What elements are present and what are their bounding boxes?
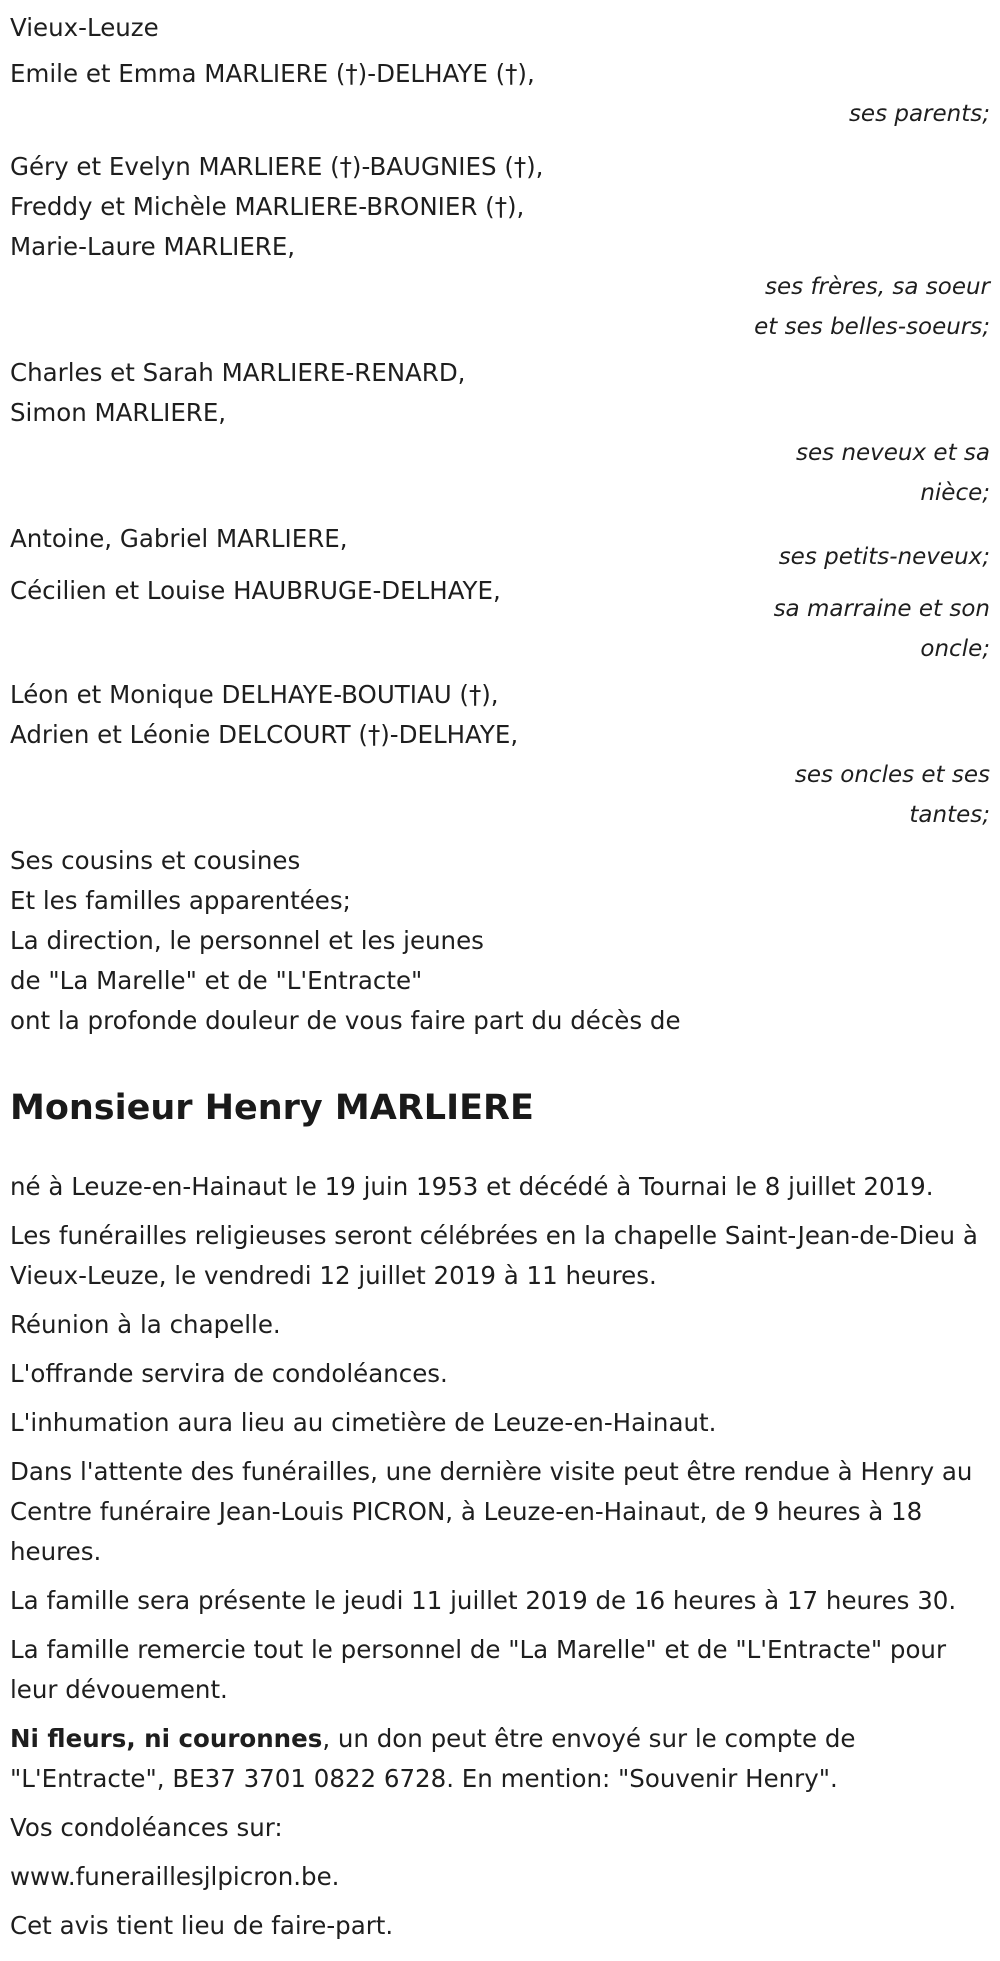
family-group-siblings (10, 147, 992, 347)
relation-label: sa marraine et son (773, 596, 990, 622)
family-name-line: Freddy et Michèle MARLIERE-BRONIER (†), (10, 192, 525, 221)
flowers-paragraph (10, 1719, 992, 1799)
condolences-label: Vos condoléances sur: (10, 1813, 283, 1842)
family-name-line: Antoine, Gabriel MARLIERE, (10, 524, 348, 553)
birth-death-text: né à Leuze-en-Hainaut le 19 juin 1953 et décédé à Tournai le 8 juillet 2019. (10, 1172, 934, 1201)
closing-line: ont la profonde douleur de vous faire part du décès de (10, 1006, 681, 1035)
family-name-line: Léon et Monique DELHAYE-BOUTIAU (†), (10, 680, 499, 709)
funeral-details (10, 1167, 992, 1946)
relation-label: ses parents; (848, 101, 990, 127)
relation-label: ses petits-neveux; (778, 544, 990, 570)
thanks-text: La famille remercie tout le personnel de "La Marelle" et de "L'Entracte" pour leur dévouement. (10, 1635, 947, 1704)
family-name-line: Géry et Evelyn MARLIERE (†)-BAUGNIES (†), (10, 152, 544, 181)
relation-label: nièce; (920, 480, 990, 506)
relation-label: oncle; (920, 636, 990, 662)
visit-text: Dans l'attente des funérailles, une dernière visite peut être rendue à Henry au Centre funéraire Jean-Louis PICRON, à Leuze-en-Hainaut, de 9 heures à 18 heures. (10, 1457, 973, 1566)
relation-label: ses oncles et ses (794, 762, 990, 788)
deceased-name-heading: Monsieur Henry MARLIERE (10, 1088, 534, 1128)
closing-lines (10, 841, 992, 1041)
family-group-nephews (10, 353, 992, 513)
relation-label: ses frères, sa soeur (765, 274, 990, 300)
relation-label: ses neveux et sa (796, 440, 990, 466)
closing-line: La direction, le personnel et les jeunes (10, 926, 484, 955)
family-name-line: Marie-Laure MARLIERE, (10, 232, 296, 261)
closing-line: de "La Marelle" et de "L'Entracte" (10, 966, 423, 995)
offering-text: L'offrande servira de condoléances. (10, 1359, 448, 1388)
family-name-line: Emile et Emma MARLIERE (†)-DELHAYE (†), (10, 59, 535, 88)
family-name-line: Adrien et Léonie DELCOURT (†)-DELHAYE, (10, 720, 519, 749)
meeting-text: Réunion à la chapelle. (10, 1310, 281, 1339)
burial-text: L'inhumation aura lieu au cimetière de Leuze-en-Hainaut. (10, 1408, 717, 1437)
family-group-parents (10, 54, 992, 134)
website-text: www.funeraillesjlpicron.be. (10, 1862, 340, 1891)
family-name-line: Simon MARLIERE, (10, 398, 227, 427)
family-group-uncles (10, 675, 992, 835)
funeral-text: Les funérailles religieuses seront célébrées en la chapelle Saint-Jean-de-Dieu à Vieux-Leuze, le vendredi 12 juillet 2019 à 11 heures. (10, 1221, 978, 1290)
final-note: Cet avis tient lieu de faire-part. (10, 1911, 394, 1940)
family-group-godmother (10, 571, 992, 669)
family-group-grandnephews (10, 519, 992, 577)
family-presence-text: La famille sera présente le jeudi 11 juillet 2019 de 16 heures à 17 heures 30. (10, 1586, 957, 1615)
village-name: Vieux-Leuze (10, 13, 159, 42)
family-name-line: Charles et Sarah MARLIERE-RENARD, (10, 358, 466, 387)
relation-label: et ses belles-soeurs; (754, 314, 990, 340)
flowers-bold-text: Ni fleurs, ni couronnes (10, 1724, 323, 1753)
closing-line: Ses cousins et cousines (10, 846, 301, 875)
relation-label: tantes; (909, 802, 990, 828)
flowers-rest-text: , un don peut être envoyé sur le compte de "L'Entracte", BE37 3701 0822 6728. En mention: "Souvenir Henry". (10, 1724, 856, 1793)
closing-line: Et les familles apparentées; (10, 886, 351, 915)
obituary-notice (10, 8, 992, 1955)
family-name-line: Cécilien et Louise HAUBRUGE-DELHAYE, (10, 576, 501, 605)
